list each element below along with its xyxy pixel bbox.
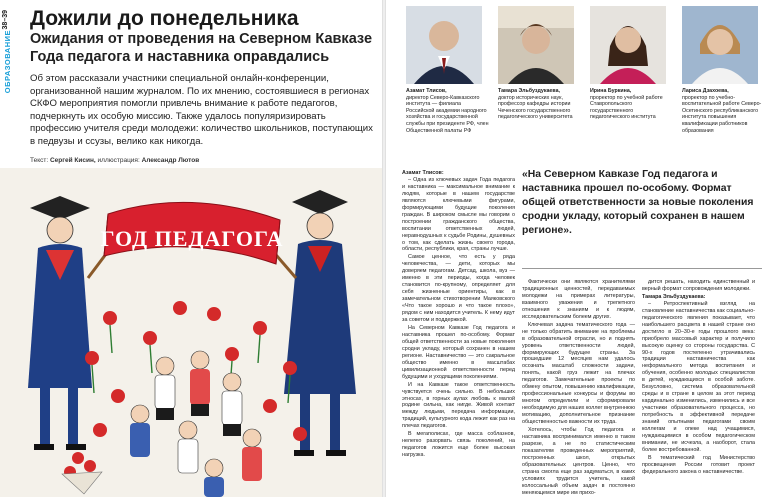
speaker-role: проректор по учебно-воспитательной работе Северо-Осетинского республиканского института повышения квалификации работников образования bbox=[682, 94, 762, 134]
article-credits bbox=[30, 157, 199, 164]
paragraph: Самое ценное, что есть у ряда человечества, — дети, которых мы доверяем педагогам. Детсад, школа, вуз — именно в эти периоды, когда человек становится по-крупному, определяет для себя жизненные ориентиры, как в замечательном стихотворении Маяковского «Что такое хорошо и что такое плохо», рядом с ним находится учитель. К нему идут за советом и поддержкой. bbox=[402, 254, 515, 324]
portrait-burkina bbox=[590, 6, 666, 84]
paragraph: В мегаполисах, где масса соблазнов, нелегко разорвать связь поколений, на педагогов ложится еще более высокая нагрузка. bbox=[402, 431, 515, 459]
portrait-elbuzdukaeva bbox=[498, 6, 574, 84]
article-subtitle: Ожидания от проведения на Северном Кавказе Года педагога и наставника оправдались bbox=[30, 31, 373, 65]
speaker-name: Азамат Тлисов, bbox=[406, 88, 447, 94]
right-page bbox=[386, 0, 768, 497]
credits-text-author: Сергей Кисин, bbox=[49, 157, 96, 164]
paragraph: В тематический год Министерство просвещения России готовит проект федерального закона о наставничестве. bbox=[642, 454, 755, 475]
portrait-dzakhoeva bbox=[682, 6, 758, 84]
illustration-drawing bbox=[0, 168, 382, 497]
credits-illu-author: Александр Лютов bbox=[141, 157, 200, 164]
article-lead: Об этом рассказали участники специальной онлайн-конференции, организованной нашим журналом. По их мнению, состоявшиеся в регионах СКФО мероприятия помогли привлечь внимание к работе педагогов, подчеркнуть их особую миссию. Также удалось популяризировать профессию учителя среди молодежи: количество школьников, поступающих в педвузы и ссузы, велико как никогда. bbox=[30, 73, 373, 147]
body-column-3 bbox=[642, 279, 755, 477]
bio-tlisov bbox=[406, 88, 490, 134]
portrait-elbuzdukaeva-image bbox=[498, 6, 574, 84]
paragraph: На Северном Кавказе Год педагога и наставника прошел по-особому. Формат общей ответственности за новые поколения сродни укладу, который сохранен в нашем регионе. Наставничество — это сакральное общество именно в масштабах цивилизационной ответственности перед будущими и уходящими поколениями. bbox=[402, 324, 515, 380]
portrait-tlisov-image bbox=[406, 6, 482, 84]
portrait-tlisov bbox=[406, 6, 482, 84]
credits-illu-label: иллюстрация: bbox=[97, 157, 140, 164]
article-title: Дожили до понедельника bbox=[30, 7, 299, 30]
banner-text: ГОД ПЕДАГОГА bbox=[100, 226, 284, 251]
bio-elbuzdukaeva bbox=[498, 88, 582, 121]
speaker-role: проректор по учебной работе Ставропольского государственного педагогического института bbox=[590, 94, 663, 121]
paragraph: – Одна из ключевых задач Года педагога и наставника — максимальное внимание к людям, которые в нашем государстве являются ключевыми фигурами, формирующими будущие поколения граждан. В широком смысле мы говорим о построении гражданского общества, воспитании ответственных людей, неравнодушных к судьбе Родины, душевных о том, как сделать жизнь своего города, области, республики, края, страны лучше. bbox=[402, 176, 515, 253]
paragraph: И на Кавказе такое ответственность чувствуется очень сильно. В небольших этносах, в горных аулах любовь к малой родине сильна, как нигде. Живой контакт между людьми, передача информации, традиций, культурного кода лежит как раз на плечах педагогов. bbox=[402, 381, 515, 430]
speaker-name: Лариса Дзахоева, bbox=[682, 88, 729, 94]
page-number: 38–39 bbox=[2, 10, 9, 30]
speaker-role: директор Северо-Кавказского института — филиала Российской академии народного хозяйства и государственной службы при президенте РФ, член Общественной палаты РФ bbox=[406, 94, 489, 134]
section-tab bbox=[0, 8, 18, 94]
speaker-portraits bbox=[402, 6, 768, 86]
paragraph: Ключевая задача тематического года — не только обратить внимание на проблемы в образовательной отрасли, но и поднять уровень ответственности людей, формирующих будущее страны. За прошедшие 12 месяцев нам удалось осознать масштаб сложности задачи, понять, какой груз лежит на плечах педагогов. Замечательные проекты по обмену опытом, повышению квалификации, профессиональные конкурсы и форумы во многом определили и сформировали необходимую для наших коллег внутреннюю мотивацию, дополнительное признание общественностью важности их труда. bbox=[522, 321, 635, 426]
speaker-name: Тамара Эльбуздукаева, bbox=[498, 88, 560, 94]
bio-burkina bbox=[590, 88, 674, 121]
portrait-burkina-image bbox=[590, 6, 666, 84]
pull-quote: «На Северном Кавказе Год педагога и наставника прошел по-особому. Формат общей ответственности за новые поколения сродни укладу, который сохранен в нашем регионе». bbox=[522, 169, 754, 236]
speaker-bios bbox=[402, 88, 768, 158]
article-illustration bbox=[0, 168, 382, 497]
body-column-1 bbox=[402, 170, 515, 460]
credits-text-label: Текст: bbox=[30, 157, 49, 164]
left-page bbox=[0, 0, 382, 497]
paragraph: Хотелось, чтобы Год педагога и наставника воспринимался именно в таком разрезе, а не по статистическим показателям проведенных мероприятий, построенных школ, открытых образовательных центров. Ценно, что страна смогла еще раз задуматься, в каких условиях трудится учитель, какой колоссальный объем задач в постоянно меняющемся мире им прихо- bbox=[522, 427, 635, 496]
section-label: ОБРАЗОВАНИЕ bbox=[3, 30, 12, 94]
pull-quote-divider bbox=[522, 268, 762, 269]
paragraph: – Ретроспективный взгляд на становление наставничества как социально-педагогического явления показывает, что наибольшего расцвета в нашей стране оно достигло в 20–30-е годы прошлого века: приобрело массовый характер и получило высокую оценку со стороны государства. С 90-х годов постепенно утрачивались традиции наставничества как неформального метода воспитания и обучения, особенно молодых специалистов в детей, нуждающихся в особой заботе. Безусловно, система образовательной среды и в стране в целом за этот период кардинально изменились, изменились и все участники образовательного процесса, но потребность в эффективной передаче знаний опытными педагогами своим коллегам и опеке над учащимися, нуждающимися в особом педагогическом внимании, не исчезла, а наоборот, стала более востребованной. bbox=[642, 300, 755, 453]
body-column-2 bbox=[522, 279, 635, 497]
paragraph: дится решать, находить единственный и верный формат сопровождения молодежи. bbox=[642, 279, 755, 292]
speaker-role: доктор исторических наук, профессор кафедры истории Чеченского государственного педагогического университета bbox=[498, 94, 573, 121]
bio-dzakhoeva bbox=[682, 88, 766, 134]
speaker-label: Тамара Эльбуздукаева: bbox=[642, 293, 706, 300]
speaker-name: Ирина Буркина, bbox=[590, 88, 632, 94]
paragraph: Фактически они являются хранителями традиционных ценностей, передаваемых молодежи на примерах литературы, взаимного уважения и трепетного отношения к знаниям и к людям, исследовательским болеем других. bbox=[522, 279, 635, 320]
portrait-dzakhoeva-image bbox=[682, 6, 758, 84]
speaker-label: Азамат Тлисов: bbox=[402, 170, 444, 176]
